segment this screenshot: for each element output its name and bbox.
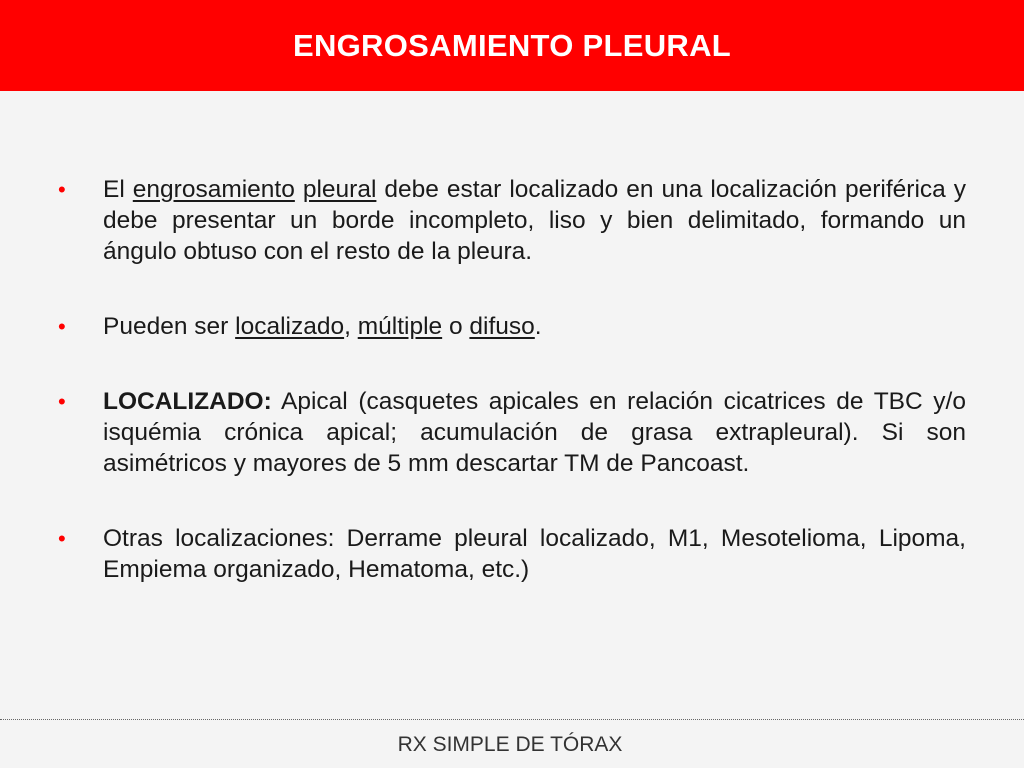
bullet-text [295,176,303,203]
bullet-text: Otras localizaciones: Derrame pleural localizado, M1, Mesotelioma, Lipoma, Empiema organizado, Hematoma, etc.) [103,525,966,583]
bullet-text: o [442,313,470,340]
underlined-term: engrosamiento [132,176,295,203]
bullet-text: debe estar localizado en una localización periférica y debe presentar un borde incompleto, liso y bien delimitado, formando un ángulo obtuso con el resto de la pleura. [103,176,966,265]
bullet-icon: • [58,314,66,339]
bullet-item-3 [52,386,966,479]
underlined-term: localizado [235,313,345,340]
underlined-term: múltiple [357,313,443,340]
bullet-text: El [103,176,133,203]
bullet-text: Apical (casquetes apicales en relación cicatrices de TBC y/o isquémia crónica apical; acumulación de grasa extrapleural). Si son asimétricos y mayores de 5 mm descartar TM de Pancoast. [103,388,966,477]
footer [0,733,1024,757]
underlined-term: pleural [302,176,377,203]
footer-divider [0,719,1024,720]
bullet-icon: • [58,526,66,551]
bullet-icon: • [58,389,66,414]
bullet-text: Pueden ser [103,313,236,340]
title-bar [0,0,1024,91]
bullet-item-1 [52,174,966,267]
footer-label: RX SIMPLE DE TÓRAX [397,733,623,756]
bullet-item-4 [52,523,966,585]
bullet-icon: • [58,177,66,202]
slide-title: ENGROSAMIENTO PLEURAL [292,27,732,63]
bullet-item-2 [52,311,966,342]
bold-heading: LOCALIZADO: [103,388,272,415]
bullet-text: , [344,313,358,340]
bullet-text: . [534,313,542,340]
underlined-term: difuso [469,313,535,340]
bullet-list [52,174,966,585]
